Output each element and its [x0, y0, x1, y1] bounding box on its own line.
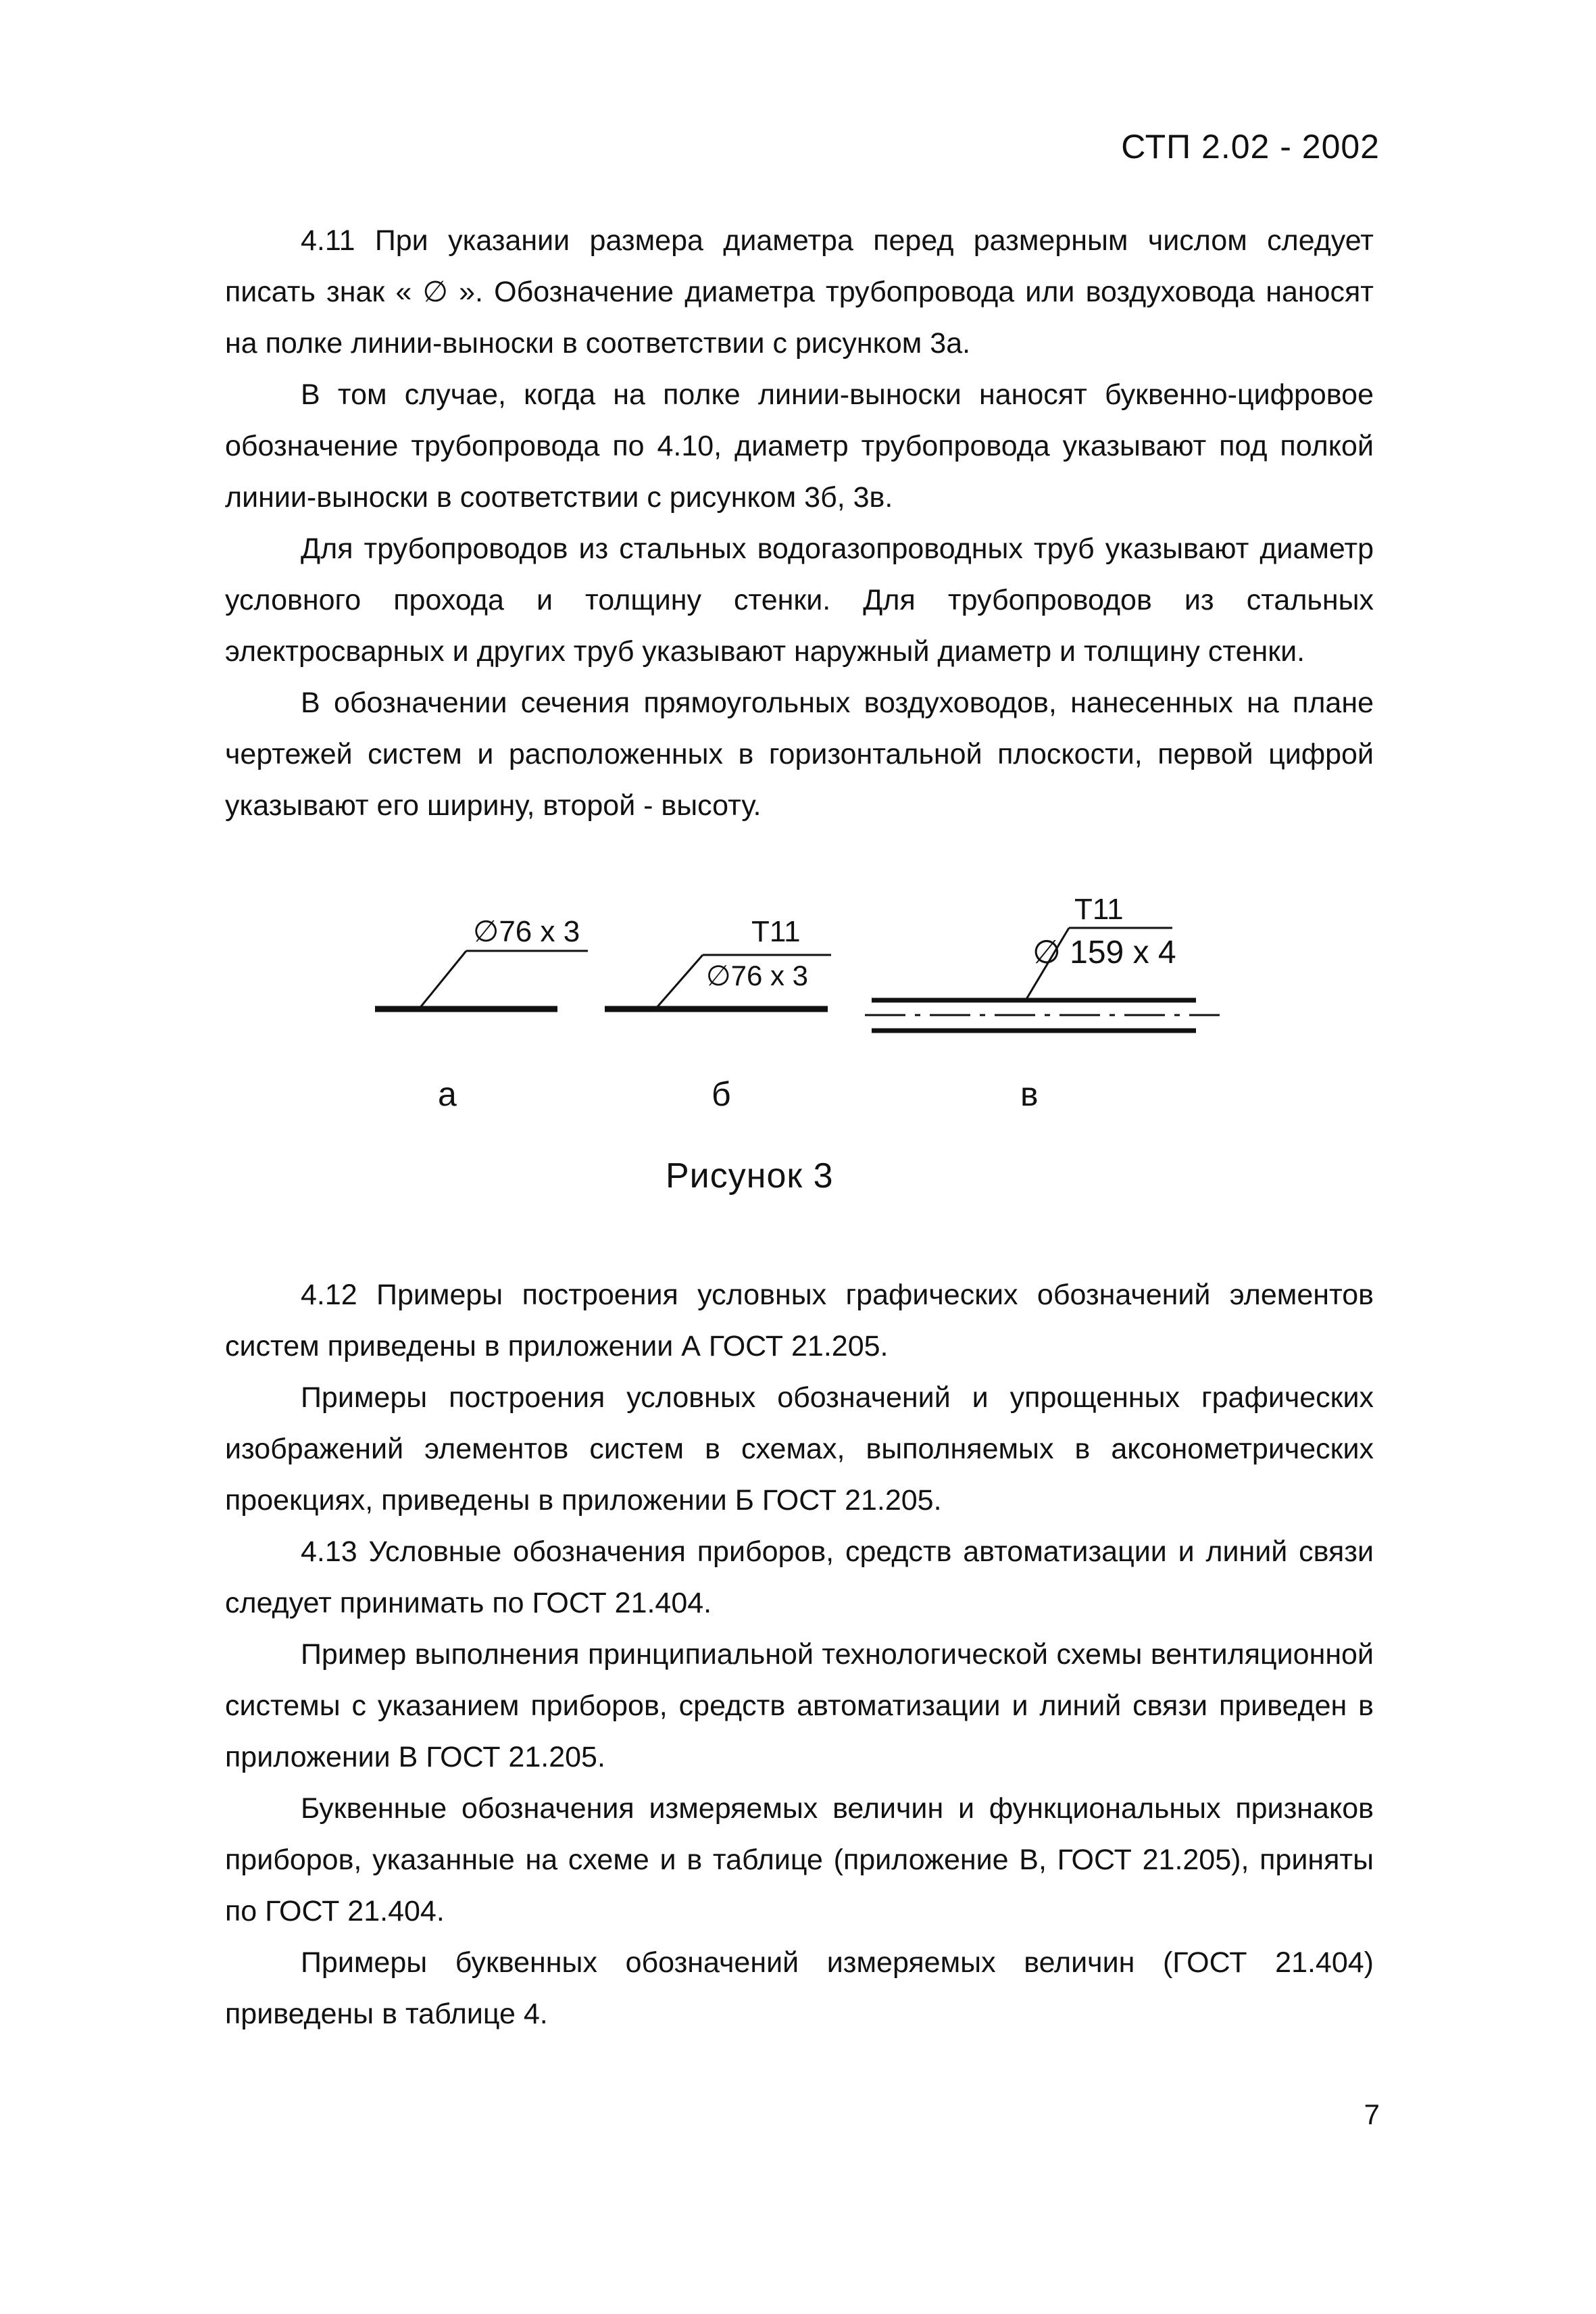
paragraph-steel-pipes: Для трубопроводов из стальных водогазопроводных труб указывают диаметр условного прохода и толщину стенки. Для трубопроводов из стальных электросварных и других труб указывают наружный диаметр и толщину стенки.	[225, 533, 1374, 668]
section-4-11	[225, 215, 1374, 831]
document-code: СТП 2.02 - 2002	[1121, 128, 1380, 166]
paragraph-4-11: 4.11 При указании размера диаметра перед размерным числом следует писать знак « ∅ ». Обозначение диаметра трубопровода или воздуховода наносят на полке линии-выноски в соответствии с рисунком 3а.	[225, 224, 1374, 360]
paragraph-table-4: Примеры буквенных обозначений измеряемых величин (ГОСТ 21.404) приведены в таблице 4.	[225, 1946, 1374, 2030]
paragraph-axonometric: Примеры построения условных обозначений и упрощенных графических изображений элементов систем в схемах, выполняемых в аксонометрических проекциях, приведены в приложении Б ГОСТ 21.205.	[225, 1381, 1374, 1517]
code-v: Т11	[1074, 893, 1124, 926]
leader-line-a	[419, 951, 466, 1009]
figure-3-drawing	[338, 875, 1270, 1146]
annotation-a: ∅76 x 3	[473, 915, 580, 948]
annotation-v: ∅ 159 x 4	[1032, 935, 1176, 970]
paragraph-ventilation-scheme: Пример выполнения принципиальной технологической схемы вентиляционной системы с указанием приборов, средств автоматизации и линий связи приведен в приложении В ГОСТ 21.205.	[225, 1638, 1374, 1773]
section-4-12-4-13	[225, 1269, 1374, 2040]
paragraph-rect-ducts: В обозначении сечения прямоугольных воздуховодов, нанесенных на плане чертежей систем и расположенных в горизонтальной плоскости, первой цифрой указывают его ширину, второй - высоту.	[225, 687, 1374, 822]
paragraph-4-13: 4.13 Условные обозначения приборов, средств автоматизации и линий связи следует принимать по ГОСТ 21.404.	[225, 1535, 1374, 1619]
code-b: Т11	[751, 915, 801, 948]
figure-3v-label: в	[1020, 1075, 1039, 1113]
paragraph-4-12: 4.12 Примеры построения условных графических обозначений элементов систем приведены в приложении А ГОСТ 21.205.	[225, 1279, 1374, 1362]
page-number: 7	[1364, 2098, 1380, 2130]
figure-3a-drawing	[375, 915, 588, 1009]
paragraph-alpha-numeric: В том случае, когда на полке линии-выноски наносят буквенно-цифровое обозначение трубопровода по 4.10, диаметр трубопровода указывают под полкой линии-выноски в соответствии с рисунком 3б, 3в.	[225, 378, 1374, 514]
annotation-b: ∅76 x 3	[706, 960, 808, 991]
leader-line-b	[655, 955, 703, 1009]
figure-3b-label: б	[712, 1075, 731, 1113]
figure-3a-label: а	[438, 1075, 457, 1113]
figure-3v-drawing	[865, 893, 1220, 1031]
figure-3b-drawing	[605, 915, 831, 1009]
figure-caption: Рисунок 3	[666, 1156, 834, 1196]
paragraph-letter-designations: Буквенные обозначения измеряемых величин и функциональных признаков приборов, указанные на схеме и в таблице (приложение В, ГОСТ 21.205), приняты по ГОСТ 21.404.	[225, 1792, 1374, 1927]
